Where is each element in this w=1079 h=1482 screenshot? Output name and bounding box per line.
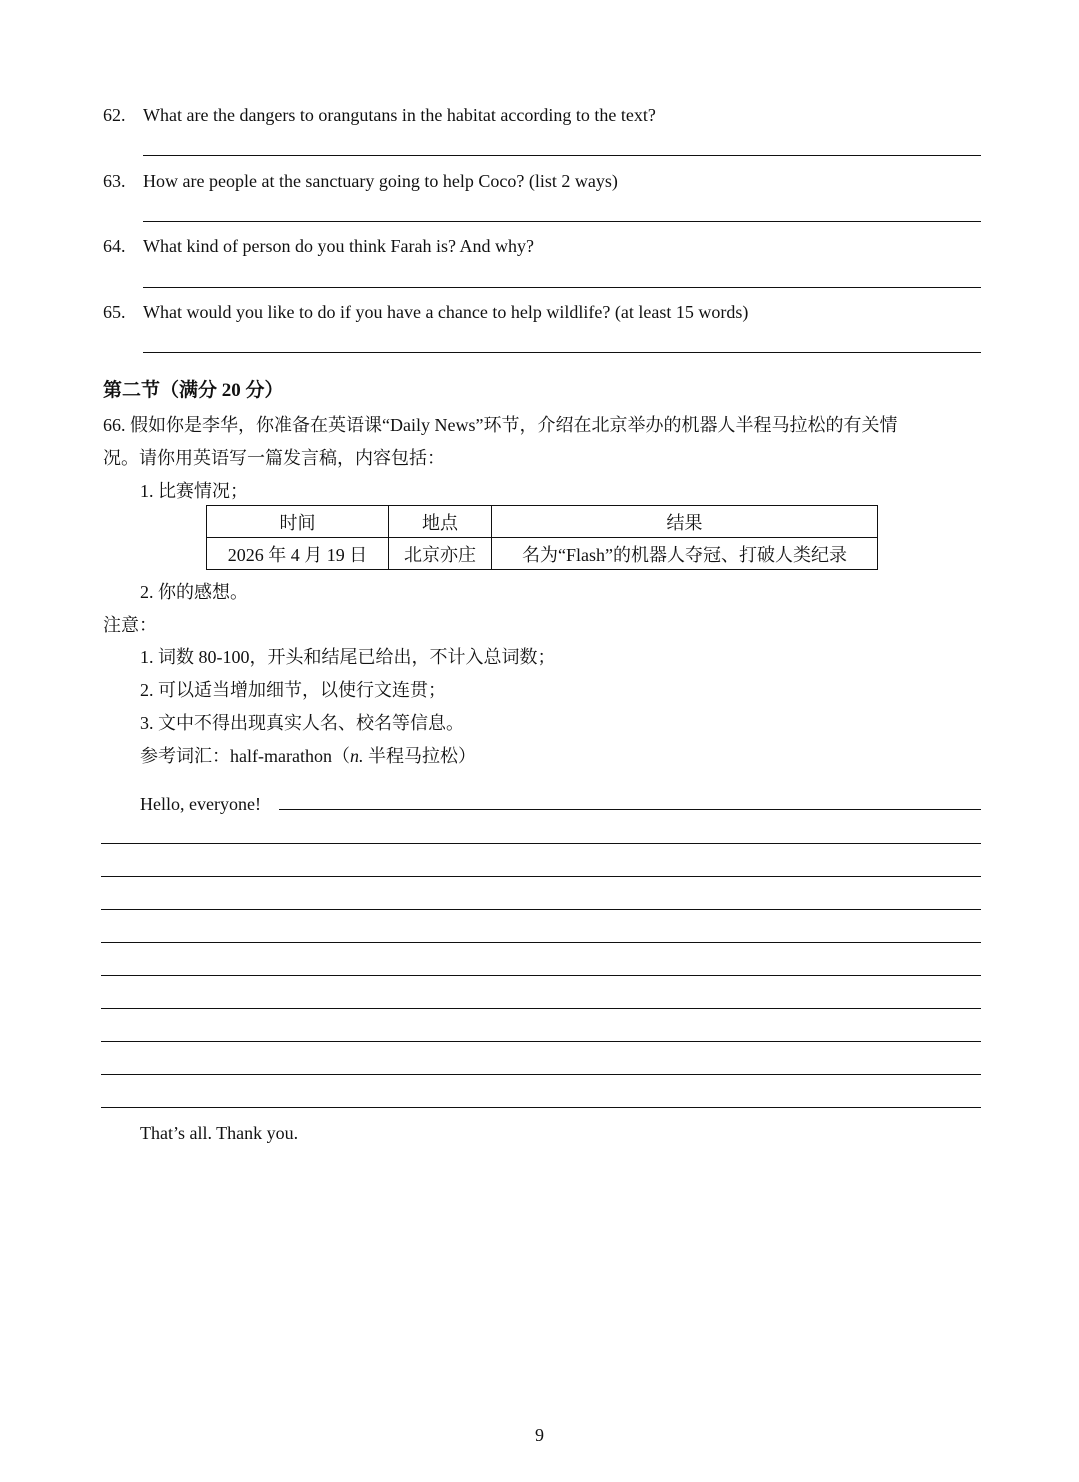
page-number: 9: [535, 1425, 544, 1445]
writing-prompt-line-2: 况。请你用英语写一篇发言稿，内容包括：: [103, 448, 445, 468]
table-row: [207, 538, 878, 570]
note-3: 3. 文中不得出现真实人名、校名等信息。: [140, 713, 464, 733]
essay-opening: Hello, everyone!: [140, 794, 261, 814]
writing-line[interactable]: [101, 909, 981, 910]
question-number: 63.: [103, 171, 126, 191]
question-number: 64.: [103, 236, 126, 256]
question-text: What are the dangers to orangutans in the habitat according to the text?: [143, 105, 656, 125]
vocab-prefix: 参考词汇：half-marathon（: [140, 746, 350, 766]
answer-line[interactable]: [143, 155, 981, 156]
writing-line[interactable]: [101, 1008, 981, 1009]
table-cell-time: 2026 年 4 月 19 日: [207, 538, 389, 570]
writing-line[interactable]: [101, 1074, 981, 1075]
question-text: What would you like to do if you have a chance to help wildlife? (at least 15 words): [143, 302, 749, 322]
vocab-part-of-speech: n.: [349, 746, 364, 766]
writing-line[interactable]: [101, 1107, 981, 1108]
table-header-location: 地点: [389, 506, 492, 538]
content-item-2: 2. 你的感想。: [140, 582, 248, 602]
question-text: What kind of person do you think Farah is? And why?: [143, 236, 534, 256]
writing-line[interactable]: [101, 843, 981, 844]
vocab-suffix: 半程马拉松）: [363, 746, 476, 766]
table-cell-location: 北京亦庄: [389, 538, 492, 570]
note-2: 2. 可以适当增加细节，以使行文连贯；: [140, 680, 446, 700]
writing-prompt-line-1: 66. 假如你是李华，你准备在英语课“Daily News”环节，介绍在北京举办的机器人半程马拉松的有关情: [103, 415, 898, 435]
table-header-row: [207, 506, 878, 538]
writing-line[interactable]: [101, 975, 981, 976]
notes-label: 注意：: [103, 615, 157, 635]
table-header-result: 结果: [492, 506, 878, 538]
reference-vocabulary: [140, 745, 476, 767]
table-cell-result: 名为“Flash”的机器人夺冠、打破人类纪录: [492, 538, 878, 570]
writing-line[interactable]: [279, 809, 981, 810]
answer-line[interactable]: [143, 221, 981, 222]
question-number: 65.: [103, 302, 126, 322]
note-1: 1. 词数 80-100，开头和结尾已给出，不计入总词数；: [140, 647, 556, 667]
essay-closing: That’s all. Thank you.: [140, 1123, 299, 1143]
question-text: How are people at the sanctuary going to help Coco? (list 2 ways): [143, 171, 618, 191]
writing-line[interactable]: [101, 1041, 981, 1042]
answer-line[interactable]: [143, 352, 981, 353]
section-title: 第二节（满分 20 分）: [103, 380, 284, 401]
race-info-table: [206, 505, 878, 570]
table-header-time: 时间: [207, 506, 389, 538]
writing-line[interactable]: [101, 942, 981, 943]
writing-line[interactable]: [101, 876, 981, 877]
content-item-1: 1. 比赛情况；: [140, 481, 248, 501]
question-number: 62.: [103, 105, 126, 125]
answer-line[interactable]: [143, 287, 981, 288]
